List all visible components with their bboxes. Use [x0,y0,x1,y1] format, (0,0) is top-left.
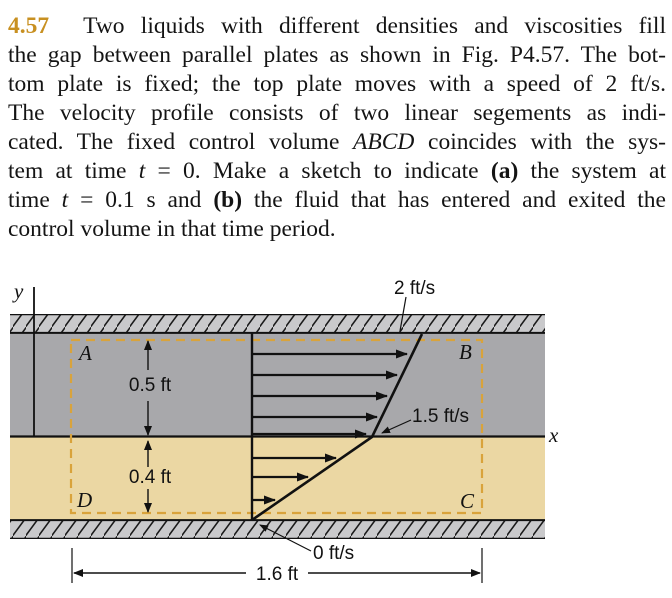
problem-text-italic: t [138,158,146,184]
y-axis-label: y [14,279,24,303]
problem-text-italic: ABCD [353,129,415,155]
problem-text-run: the system at [518,158,667,184]
problem-text-italic: t [61,187,69,213]
problem-text-run: The velocity profile consists of two linear segements as indi- [8,100,666,126]
problem-text-run: control volume in that time period. [8,216,336,242]
problem-text-line [8,99,666,128]
corner-label-d: D [77,488,93,512]
velocity-top-label: 2 ft/s [394,278,436,299]
problem-text-run: cated. The fixed control volume [8,129,354,155]
corner-label-a: A [79,341,92,365]
problem-text-line [8,70,666,99]
corner-label-b: B [459,340,472,364]
dim-upper-label: 0.5 ft [128,375,172,396]
figure [0,270,672,598]
dim-lower-label: 0.4 ft [128,467,172,488]
problem-text-run: the fluid that has entered and exited the [242,187,666,213]
problem-text-run: the gap between parallel plates as shown in Fig. P4.57. The bot- [8,42,666,68]
problem-number: 4.57 [8,13,50,39]
problem-text-bold: (b) [213,187,243,213]
upper-plate [10,314,545,333]
problem-text-run: = 0.1 s and [68,187,214,213]
problem-text-run: coincides with the sys- [414,129,666,155]
problem-text-run: = 0. Make a sketch to indicate [145,158,491,184]
velocity-bottom-label: 0 ft/s [313,543,355,564]
problem-text-run: tem at time [8,158,139,184]
problem-text-line [8,215,666,244]
problem-text-line [8,12,666,41]
dim-width-label: 1.6 ft [255,564,299,585]
velocity-interface-label: 1.5 ft/s [412,406,470,427]
problem-text-line [8,157,666,186]
x-axis-label: x [549,423,559,447]
corner-label-c: C [460,489,475,513]
problem-text-bold: (a) [490,158,519,184]
problem-text-line [8,41,666,70]
problem-text-run: tom plate is fixed; the top plate moves with a speed of 2 ft/s. [8,71,666,97]
problem-text [8,12,666,244]
problem-text-line [8,186,666,215]
problem-text-line [8,128,666,157]
problem-text-run: Two liquids with different densities and viscosities fill [83,13,666,39]
problem-text-run: time [8,187,62,213]
lower-plate [10,520,545,539]
